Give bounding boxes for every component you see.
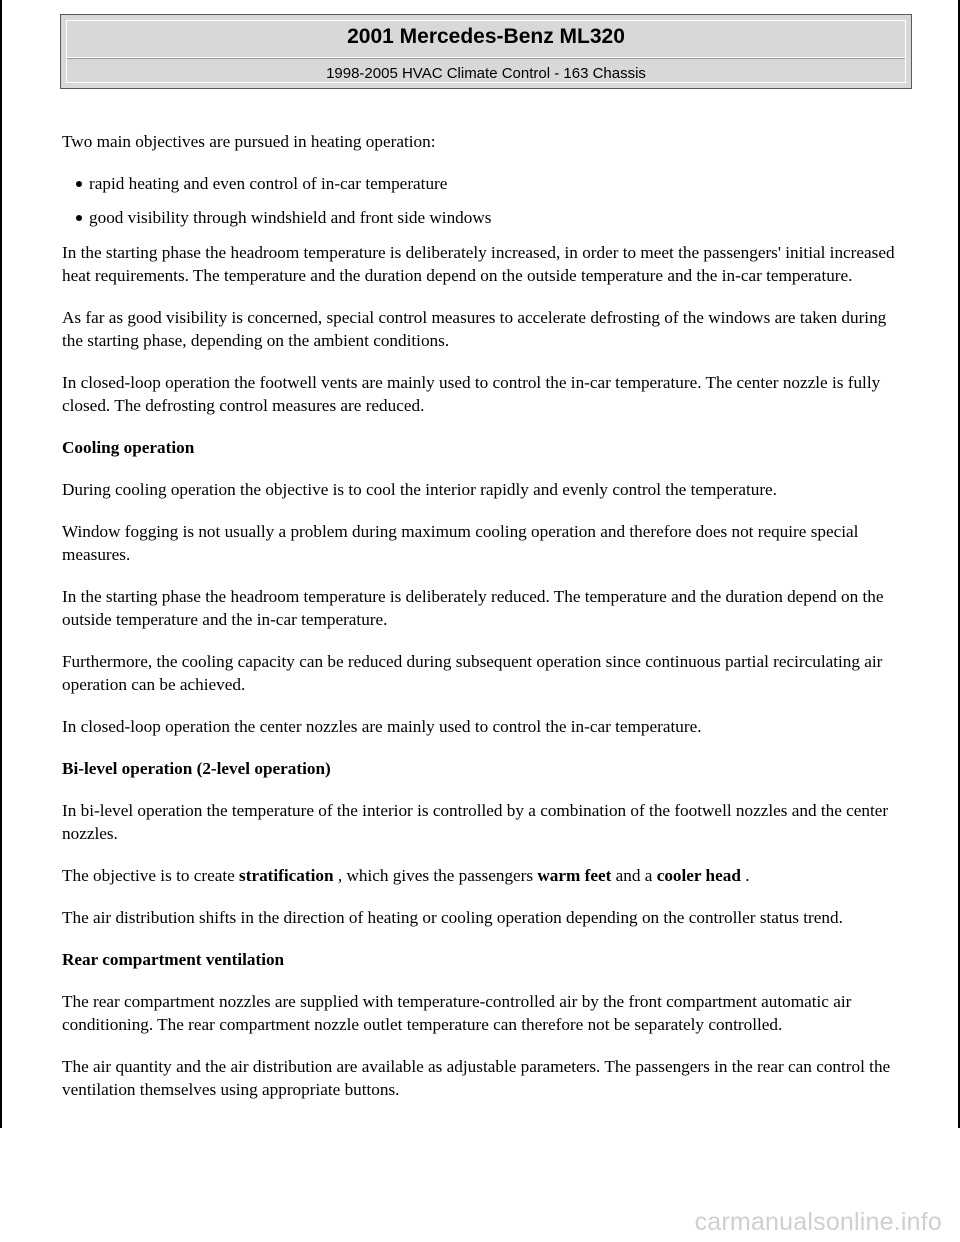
heading-cooling-operation: Cooling operation — [62, 438, 195, 457]
paragraph-cooling-start: In the starting phase the headroom temperature is deliberately reduced. The temperature and the duration depend on the outside temperature and the in-car temperature. — [62, 587, 884, 629]
header-title: 2001 Mercedes-Benz ML320 — [347, 25, 625, 48]
paragraph-air-distribution: The air distribution shifts in the direction of heating or cooling operation depending on the controller status trend. — [62, 908, 843, 927]
header-divider — [67, 57, 905, 59]
list-item — [89, 206, 907, 229]
heading-bi-level-operation: Bi-level operation (2-level operation) — [62, 759, 331, 778]
objective-text: , which gives the passengers — [333, 866, 538, 885]
heading-rear-compartment-ventilation: Rear compartment ventilation — [62, 950, 285, 969]
paragraph-cooling-closed-loop: In closed-loop operation the center nozzles are mainly used to control the in-car temperature. — [62, 717, 702, 736]
emphasis-warm-feet: warm feet — [537, 866, 612, 885]
header-subtitle: 1998-2005 HVAC Climate Control - 163 Chassis — [326, 65, 646, 82]
paragraph-bi-level: In bi-level operation the temperature of the interior is controlled by a combination of the footwell nozzles and the center nozzles. — [62, 801, 889, 843]
objective-text: and a — [611, 866, 657, 885]
list-item-text: good visibility through windshield and front side windows — [89, 208, 492, 227]
paragraph-cooling-objective: During cooling operation the objective is to cool the interior rapidly and evenly control the temperature. — [62, 480, 777, 499]
emphasis-cooler-head: cooler head — [656, 866, 741, 885]
document-header — [60, 14, 912, 89]
objective-text: . — [740, 866, 750, 885]
paragraph-objective — [62, 864, 907, 887]
paragraph-visibility: As far as good visibility is concerned, special control measures to accelerate defrosting of the windows are taken during the starting phase, depending on the ambient conditions. — [62, 308, 887, 350]
objective-text: The objective is to create — [62, 866, 240, 885]
paragraph-window-fogging: Window fogging is not usually a problem during maximum cooling operation and therefore does not require special measures. — [62, 522, 859, 564]
bullet-icon — [76, 181, 82, 187]
list-item-text: rapid heating and even control of in-car temperature — [89, 174, 448, 193]
paragraph-heating-closed-loop: In closed-loop operation the footwell vents are mainly used to control the in-car temperature. The center nozzle is fully closed. The defrosting control measures are reduced. — [62, 373, 881, 415]
list-item — [89, 172, 907, 195]
bullet-icon — [76, 215, 82, 221]
emphasis-stratification: stratification — [239, 866, 334, 885]
paragraph-rear-nozzles: The rear compartment nozzles are supplied with temperature-controlled air by the front compartment automatic air conditioning. The rear compartment nozzle outlet temperature can therefore not be separately controlled. — [62, 992, 852, 1034]
paragraph-intro: Two main objectives are pursued in heating operation: — [62, 132, 436, 151]
objectives-list — [62, 172, 907, 229]
document-body — [62, 130, 907, 1120]
paragraph-heating-start: In the starting phase the headroom temperature is deliberately increased, in order to meet the passengers' initial increased heat requirements. The temperature and the duration depend on the outside temperature and the in-car temperature. — [62, 243, 895, 285]
paragraph-rear-controls: The air quantity and the air distribution are available as adjustable parameters. The passengers in the rear can control the ventilation themselves using appropriate buttons. — [62, 1057, 891, 1099]
paragraph-cooling-capacity: Furthermore, the cooling capacity can be reduced during subsequent operation since continuous partial recirculating air operation can be achieved. — [62, 652, 883, 694]
watermark-text: carmanualsonline.info — [694, 1208, 942, 1236]
